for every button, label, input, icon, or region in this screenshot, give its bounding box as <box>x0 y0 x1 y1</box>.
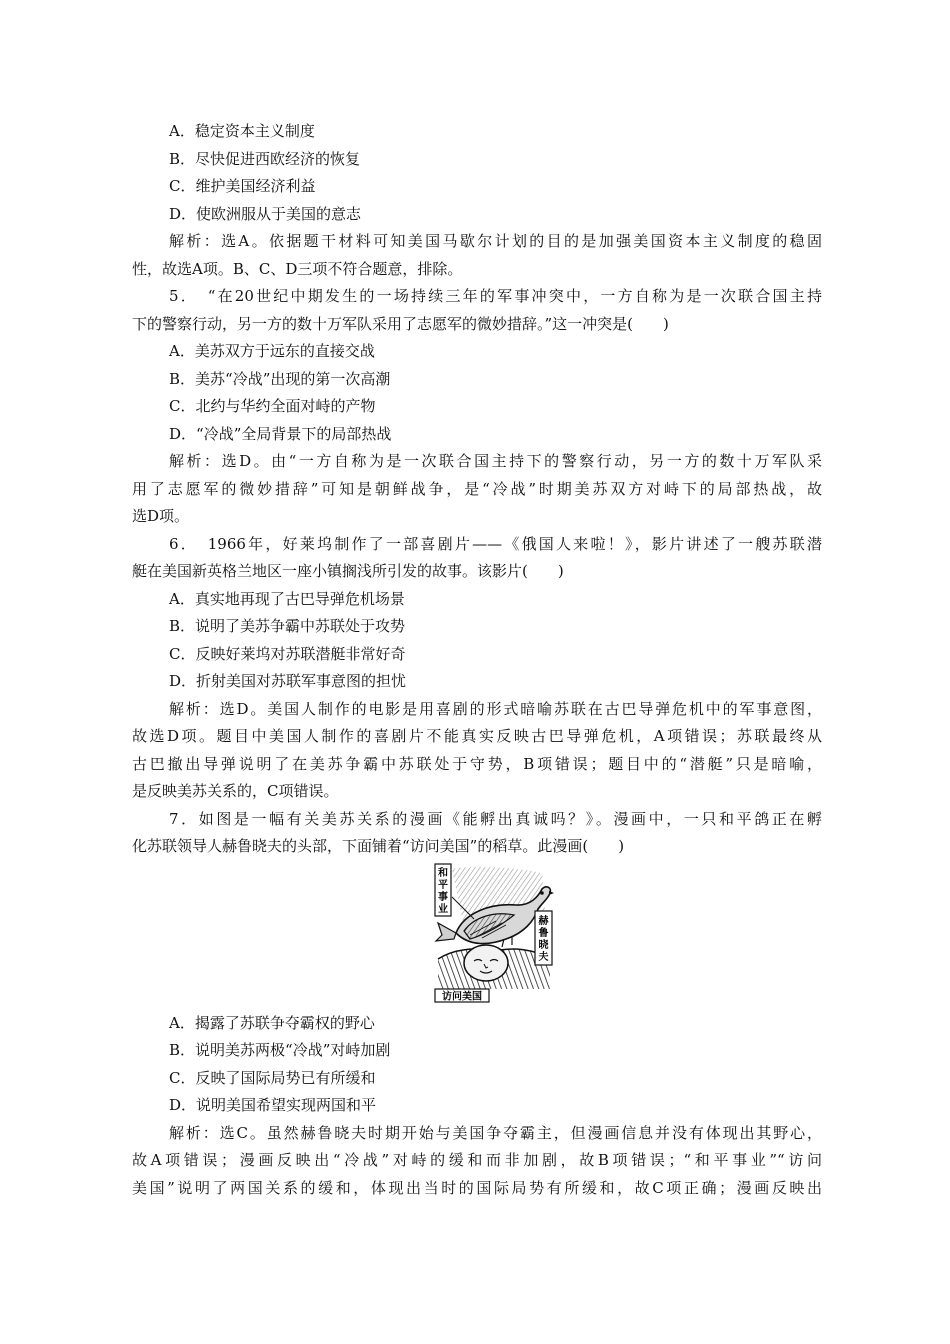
q6-option-b: B．说明了美苏争霸中苏联处于攻势 <box>169 617 406 635</box>
q6-analysis-line-1: 解析：选D。美国人制作的电影是用喜剧的形式暗喻苏联在古巴导弹危机中的军事意图， <box>169 699 822 718</box>
label-peace-char-3: 事 <box>438 891 448 903</box>
q4-option-a: A．稳定资本主义制度 <box>169 122 315 140</box>
cartoon-image <box>434 863 554 1003</box>
q4-analysis-line-2: 性，故选A项。B、C、D三项不符合题意，排除。 <box>132 259 463 278</box>
q6-option-c: C．反映好莱坞对苏联潜艇非常好奇 <box>169 644 406 663</box>
label-peace-char-1: 和 <box>438 867 448 879</box>
q5-option-b: B．美苏“冷战”出现的第一次高潮 <box>169 369 391 388</box>
q7-analysis-line-3: 美国”说明了两国关系的缓和，体现出当时的国际局势有所缓和，故C项正确；漫画反映出 <box>132 1178 822 1197</box>
q4-option-c: C．维护美国经济利益 <box>169 177 316 195</box>
q6-analysis-line-2: 故选D项。题目中美国人制作的喜剧片不能真实反映古巴导弹危机，A项错误；苏联最终从 <box>132 727 822 745</box>
q7-option-c: C．反映了国际局势已有所缓和 <box>169 1068 376 1087</box>
q5-option-c: C．北约与华约全面对峙的产物 <box>169 397 376 415</box>
label-khrushchev-char-4: 夫 <box>538 951 549 963</box>
label-visit-america: 访问美国 <box>442 991 482 1002</box>
q6-stem-line-1: 6． 1966年，好莱坞制作了一部喜剧片——《俄国人来啦！》，影片讲述了一艘苏联潜 <box>169 534 822 553</box>
q7-analysis-line-1: 解析：选C。虽然赫鲁晓夫时期开始与美国争夺霸主，但漫画信息并没有体现出其野心， <box>169 1123 822 1142</box>
label-peace-char-2: 平 <box>438 879 448 891</box>
q4-option-d: D．使欧洲服从于美国的意志 <box>169 204 362 223</box>
label-khrushchev-char-1: 赫 <box>538 915 549 927</box>
q7-option-a: A．揭露了苏联争夺霸权的野心 <box>169 1013 375 1032</box>
q7-option-d: D．说明美国希望实现两国和平 <box>169 1096 377 1114</box>
label-khrushchev-char-2: 鲁 <box>538 927 549 939</box>
label-khrushchev-char-3: 晓 <box>538 939 549 951</box>
q5-stem-line-1: 5． “在20世纪中期发生的一场持续三年的军事冲突中，一方自称为是一次联合国主持 <box>169 287 822 305</box>
q6-option-a: A．真实地再现了古巴导弹危机场景 <box>169 589 405 608</box>
q5-option-a: A．美苏双方于远东的直接交战 <box>169 342 375 360</box>
document-page <box>132 118 822 1202</box>
q7-analysis-line-2: 故A项错误；漫画反映出“冷战”对峙的缓和而非加剧，故B项错误；“和平事业”“访问 <box>132 1151 822 1169</box>
q6-analysis-line-4: 是反映美苏关系的，C项错误。 <box>132 782 339 800</box>
q5-option-d: D．“冷战”全局背景下的局部热战 <box>169 424 392 443</box>
q6-option-d: D．折射美国对苏联军事意图的担忧 <box>169 672 407 690</box>
cartoon-figure <box>132 863 822 1006</box>
label-peace-char-4: 业 <box>438 903 448 915</box>
q7-stem-line-2: 化苏联领导人赫鲁晓夫的头部，下面铺着“访问美国”的稻草。此漫画( ) <box>132 837 625 855</box>
q6-stem-line-2: 艇在美国新英格兰地区一座小镇搁浅所引发的故事。该影片( ) <box>132 562 564 580</box>
q4-option-b: B．尽快促进西欧经济的恢复 <box>169 149 361 168</box>
q7-stem-line-1: 7．如图是一幅有关美苏关系的漫画《能孵出真诚吗？》。漫画中，一只和平鸽正在孵 <box>169 809 822 828</box>
q5-analysis-line-1: 解析：选D。由“一方自称为是一次联合国主持下的警察行动，另一方的数十万军队采 <box>169 452 822 470</box>
q6-analysis-line-3: 古巴撤出导弹说明了在美苏争霸中苏联处于守势，B项错误；题目中的“潜艇”只是暗喻， <box>132 754 822 773</box>
q5-analysis-line-3: 选D项。 <box>132 507 190 525</box>
q5-analysis-line-2: 用了志愿军的微妙措辞”可知是朝鲜战争，是“冷战”时期美苏双方对峙下的局部热战，故 <box>132 479 822 498</box>
q4-analysis-line-1: 解析：选A。依据题干材料可知美国马歇尔计划的目的是加强美国资本主义制度的稳固 <box>169 232 822 250</box>
q7-option-b: B．说明美苏两极“冷战”对峙加剧 <box>169 1041 391 1059</box>
q5-stem-line-2: 下的警察行动，另一方的数十万军队采用了志愿军的微妙措辞。”这一冲突是( ) <box>132 314 669 333</box>
